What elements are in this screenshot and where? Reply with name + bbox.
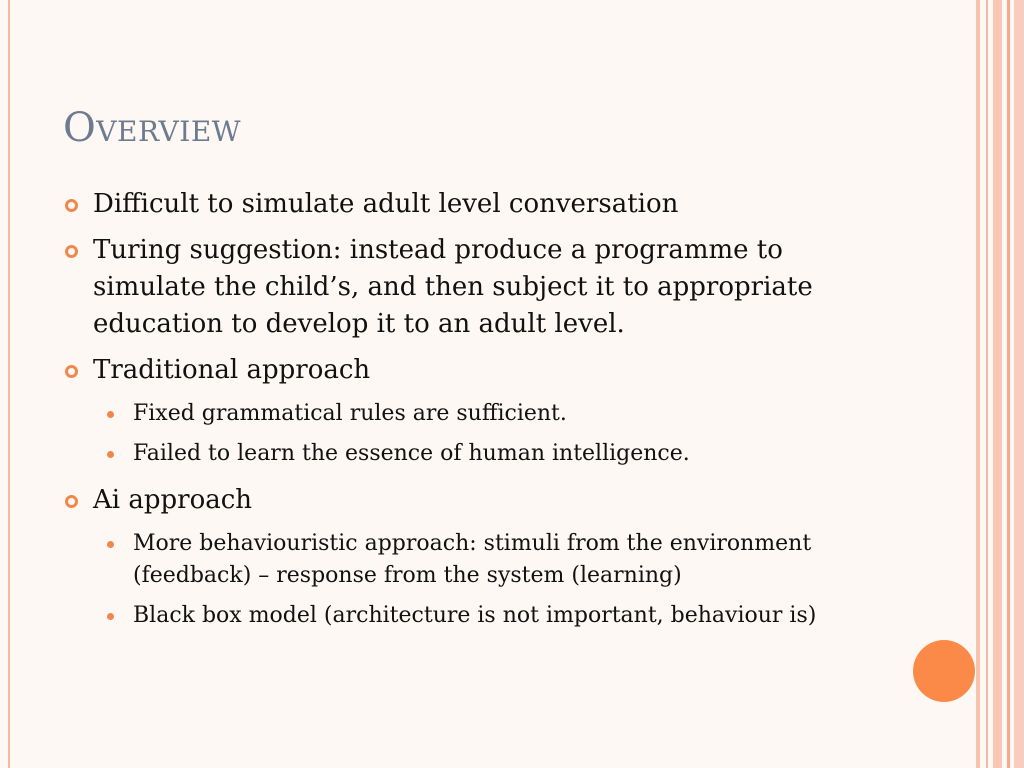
bullet-item [63,352,903,389]
ring-bullet-icon [65,199,78,212]
ring-bullet-icon [65,245,78,258]
bullet-item [63,482,903,519]
ring-bullet-icon [65,495,78,508]
stripe [1014,0,1024,768]
sub-bullet-item [63,600,903,632]
bullet-text: Difficult to simulate adult level conversation [93,189,679,219]
bullet-item [63,186,903,223]
bullet-item [63,232,903,343]
left-border-line [8,0,10,768]
right-decorative-stripes [976,0,1024,768]
stripe [993,0,1002,768]
sub-bullet-item [63,398,903,430]
bullet-text: Turing suggestion: instead produce a programme to simulate the child’s, and then subject it to appropriate education to develop it to an adult level. [93,235,813,339]
dot-bullet-icon [107,451,114,458]
bullet-text: Ai approach [93,485,253,515]
stripe [986,0,988,768]
ring-bullet-icon [65,365,78,378]
slide-title: Overview [63,105,242,151]
sub-bullet-item [63,528,903,592]
bullet-list [63,186,903,640]
sub-bullet-item [63,438,903,470]
decorative-orange-circle [913,640,975,702]
dot-bullet-icon [107,541,114,548]
dot-bullet-icon [107,411,114,418]
dot-bullet-icon [107,613,114,620]
stripe [976,0,980,768]
bullet-text: Traditional approach [93,355,371,385]
sub-bullet-text: Failed to learn the essence of human intelligence. [133,441,690,466]
sub-bullet-text: Black box model (architecture is not important, behaviour is) [133,603,817,628]
sub-bullet-text: Fixed grammatical rules are sufficient. [133,401,567,426]
stripe [1007,0,1010,768]
sub-bullet-text: More behaviouristic approach: stimuli from the environment (feedback) – response from the system (learning) [133,531,812,588]
